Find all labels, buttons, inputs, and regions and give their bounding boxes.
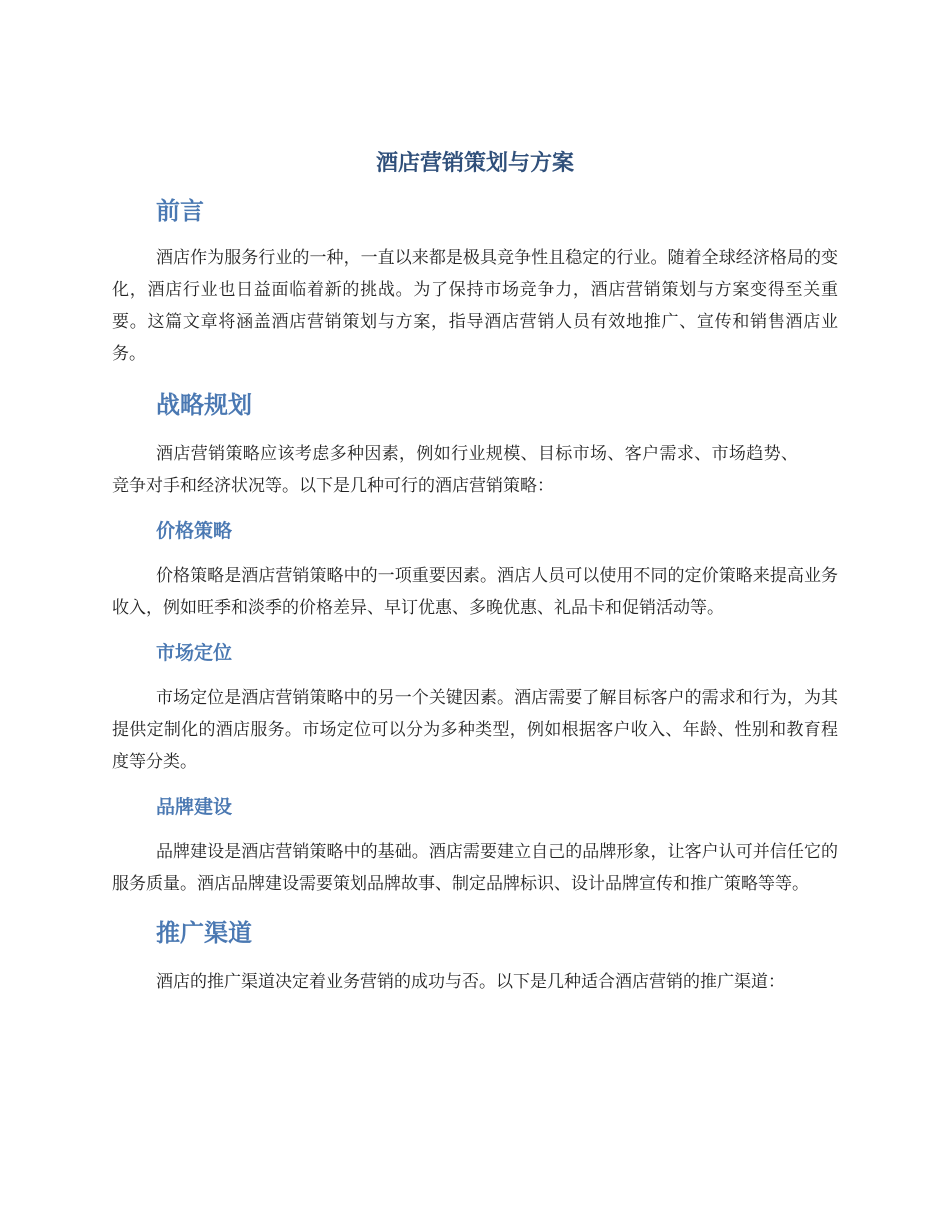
heading-preface: 前言 [156, 197, 204, 225]
paragraph-preface: 酒店作为服务行业的一种，一直以来都是极具竞争性且稳定的行业。随着全球经济格局的变化，酒店行业也日益面临着新的挑战。为了保持市场竞争力，酒店营销策划与方案变得至关重要。这篇文章将涵盖酒店营销策划与方案，指导酒店营销人员有效地推广、宣传和销售酒店业务。 [112, 248, 838, 364]
document-title: 酒店营销策划与方案 [375, 151, 574, 176]
heading-promotion-channels: 推广渠道 [156, 919, 252, 947]
heading-market-positioning: 市场定位 [156, 642, 233, 664]
heading-strategy-planning: 战略规划 [156, 391, 252, 419]
heading-brand-building: 品牌建设 [156, 796, 233, 818]
paragraph-market-positioning: 市场定位是酒店营销策略中的另一个关键因素。酒店需要了解目标客户的需求和行为，为其提供定制化的酒店服务。市场定位可以分为多种类型，例如根据客户收入、年龄、性别和教育程度等分类。 [112, 688, 838, 772]
paragraph-promotion-channels: 酒店的推广渠道决定着业务营销的成功与否。以下是几种适合酒店营销的推广渠道： [156, 972, 785, 992]
heading-price-strategy: 价格策略 [156, 520, 233, 542]
paragraph-brand-building: 品牌建设是酒店营销策略中的基础。酒店需要建立自己的品牌形象，让客户认可并信任它的服务质量。酒店品牌建设需要策划品牌故事、制定品牌标识、设计品牌宣传和推广策略等等。 [112, 842, 838, 894]
paragraph-strategy-planning: 酒店营销策略应该考虑多种因素，例如行业规模、目标市场、客户需求、市场趋势、竞争对手和经济状况等。以下是几种可行的酒店营销策略： [112, 444, 798, 496]
paragraph-price-strategy: 价格策略是酒店营销策略中的一项重要因素。酒店人员可以使用不同的定价策略来提高业务收入，例如旺季和淡季的价格差异、早订优惠、多晚优惠、礼品卡和促销活动等。 [112, 566, 838, 618]
